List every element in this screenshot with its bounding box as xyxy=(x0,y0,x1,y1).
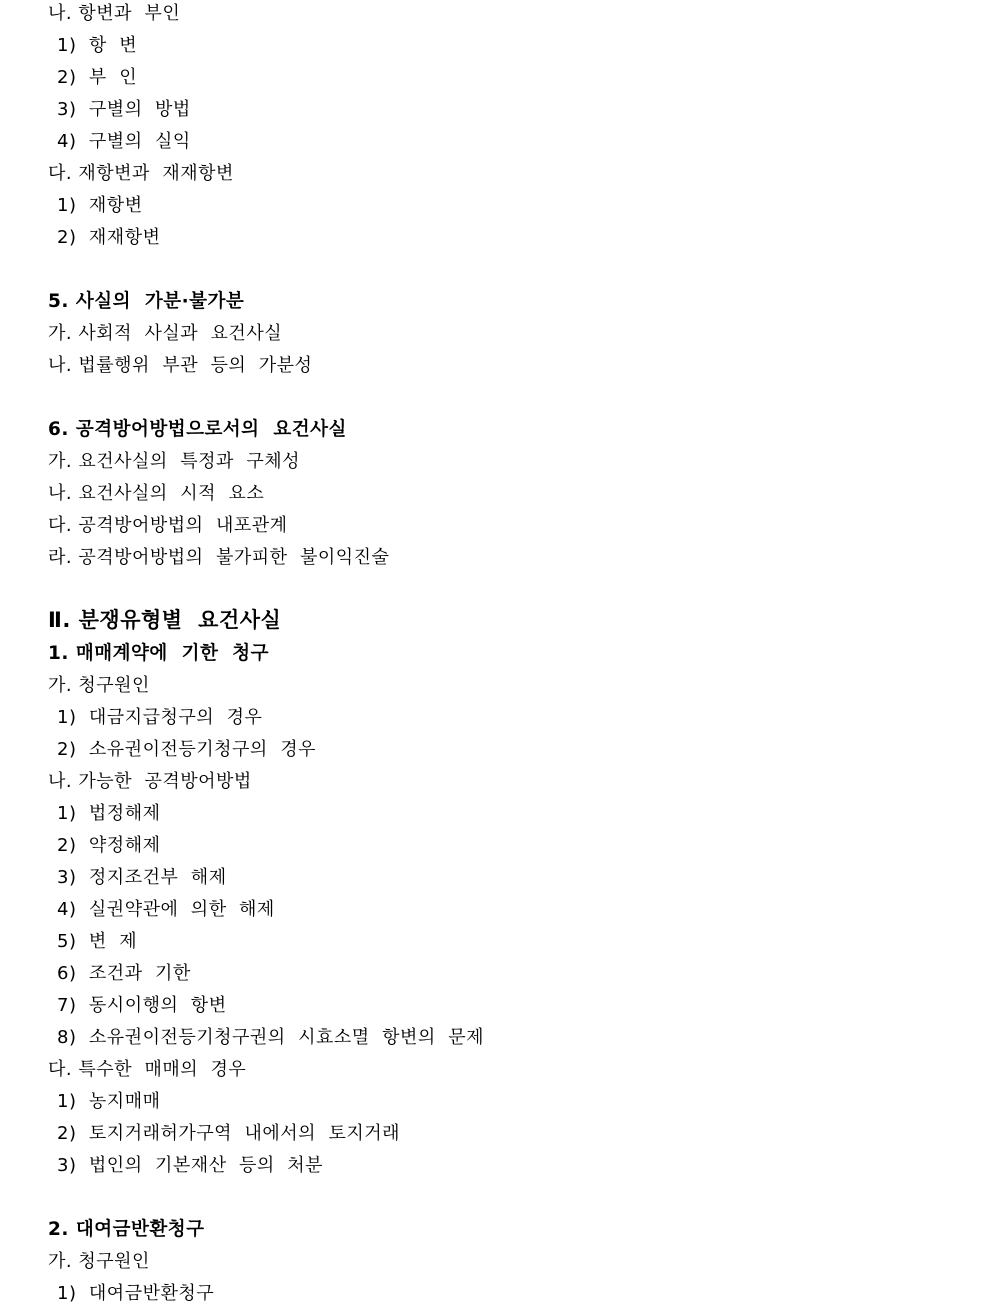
outline-subitem: 3) 법인의 기본재산 등의 처분 xyxy=(57,1155,324,1176)
outline-subitem: 4) 구별의 실익 xyxy=(57,131,191,152)
outline-item: 나. 요건사실의 시적 요소 xyxy=(48,483,265,504)
outline-subitem: 1) 법정해제 xyxy=(57,803,161,824)
outline-item: 나. 법률행위 부관 등의 가분성 xyxy=(48,355,313,376)
outline-item: 가. 청구원인 xyxy=(48,1251,150,1272)
outline-subitem: 5) 변 제 xyxy=(57,931,138,952)
outline-subitem: 3) 구별의 방법 xyxy=(57,99,191,120)
outline-item: 가. 요건사실의 특정과 구체성 xyxy=(48,451,300,472)
section-heading: 1. 매매계약에 기한 청구 xyxy=(48,643,269,664)
outline-subitem: 8) 소유권이전등기청구권의 시효소멸 항변의 문제 xyxy=(57,1027,485,1048)
outline-subitem: 1) 재항변 xyxy=(57,195,143,216)
outline-item: 다. 특수한 매매의 경우 xyxy=(48,1059,247,1080)
outline-subitem: 2) 소유권이전등기청구의 경우 xyxy=(57,739,317,760)
outline-item: 나. 가능한 공격방어방법 xyxy=(48,771,252,792)
outline-item: 다. 재항변과 재재항변 xyxy=(48,163,234,184)
outline-subitem: 3) 정지조건부 해제 xyxy=(57,867,227,888)
outline-subitem: 4) 실권약관에 의한 해제 xyxy=(57,899,275,920)
outline-subitem: 2) 재재항변 xyxy=(57,227,161,248)
section-heading: 2. 대여금반환청구 xyxy=(48,1219,205,1240)
outline-subitem: 1) 대여금반환청구 xyxy=(57,1283,215,1304)
outline-subitem: 6) 조건과 기한 xyxy=(57,963,191,984)
outline-subitem: 2) 토지거래허가구역 내에서의 토지거래 xyxy=(57,1123,401,1144)
outline-subitem: 1) 항 변 xyxy=(57,35,138,56)
section-heading: 5. 사실의 가분·불가분 xyxy=(48,291,245,312)
outline-item: 라. 공격방어방법의 불가피한 불이익진술 xyxy=(48,547,390,568)
outline-item: 나. 항변과 부인 xyxy=(48,3,181,24)
section-heading: 6. 공격방어방법으로서의 요건사실 xyxy=(48,419,347,440)
outline-subitem: 7) 동시이행의 항변 xyxy=(57,995,227,1016)
outline-item: 다. 공격방어방법의 내포관계 xyxy=(48,515,288,536)
outline-subitem: 2) 약정해제 xyxy=(57,835,161,856)
outline-subitem: 1) 농지매매 xyxy=(57,1091,161,1112)
outline-item: 가. 사회적 사실과 요건사실 xyxy=(48,323,283,344)
outline-item: 가. 청구원인 xyxy=(48,675,150,696)
chapter-title: Ⅱ. 분쟁유형별 요건사실 xyxy=(48,608,282,632)
outline-subitem: 2) 부 인 xyxy=(57,67,138,88)
outline-subitem: 1) 대금지급청구의 경우 xyxy=(57,707,263,728)
